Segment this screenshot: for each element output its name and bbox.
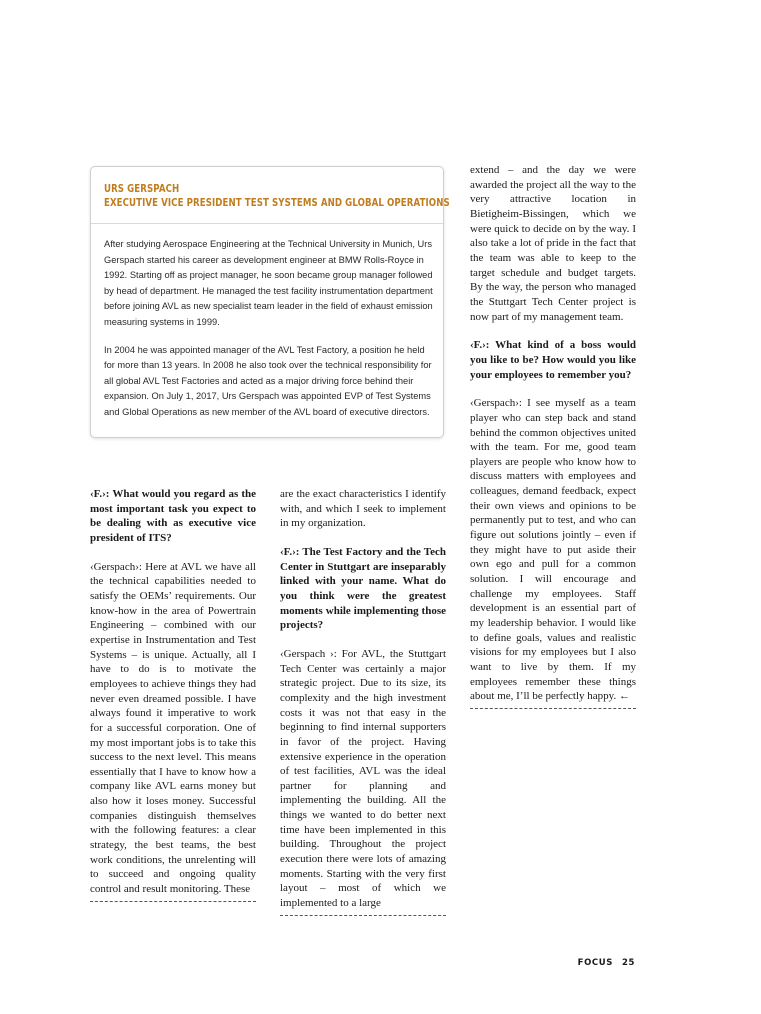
article-end-rule — [470, 708, 636, 709]
bio-name: URS GERSPACH — [104, 183, 180, 195]
bio-divider — [91, 223, 443, 224]
interview-answer: are the exact characteristics I identify with, and which I seek to implement in my organization. — [280, 488, 446, 530]
bio-title: EXECUTIVE VICE PRESIDENT TEST SYSTEMS AND GLOBAL OPERATIONS — [104, 197, 450, 209]
interview-question: ‹F.›: What kind of a boss would you like to be? How would you like your employees to remember you? — [470, 339, 636, 381]
text-column-1 — [90, 487, 256, 902]
bio-body — [104, 237, 434, 433]
interview-question: ‹F.›: The Test Factory and the Tech Center in Stuttgart are inseparably linked with your name. What do you think were the greatest moments while implementing those projects? — [280, 545, 446, 632]
bio-paragraph: After studying Aerospace Engineering at the Technical University in Munich, Urs Gerspach started his career as development engineer at BMW Rolls-Royce in 1992. Starting off as project manager, he soon became group manager followed by head of department. He managed the test facility instrumentation department before joining AVL as new specialist team leader in the field of exhaust emission measuring systems in 1999. — [104, 239, 433, 327]
column-end-rule — [280, 915, 446, 916]
section-label: FOCUS — [577, 958, 613, 968]
page-number: 25 — [621, 958, 635, 968]
interview-question: ‹F.›: What would you regard as the most important task you expect to be dealing with as executive vice president of ITS? — [90, 488, 256, 544]
text-column-2 — [280, 487, 446, 916]
interview-answer: ‹Gerspach›: I see myself as a team player who can step back and stand behind the common objectives united with the team. For me, good team players are people who know how to discuss matters with employees and colleagues, demand feedback, expect their own views and opinions to be permanently put to test, and who can figure out solutions jointly – even if they might have to put aside their own ego and pull for a common solution. I will encourage and challenge my employees. Staff development is an essential part of my leadership behavior. I would like to define goals, values and realistic visions for my employees but I also want to live by them. If my employees remember these things about me, I’ll be perfectly happy. ← — [470, 397, 636, 703]
interview-answer: ‹Gerspach ›: For AVL, the Stuttgart Tech Center was certainly a major strategic project. Due to its size, its complexity and the high investment costs it was not that easy in the beginning to find internal supporters in favor of the project. Having extensive experience in the operation of test facilities, AVL was the ideal partner for planning and implementing the building. All the things we wanted to do better next time have been implemented in this building. Throughout the project execution there were lots of amazing moments. Starting with the very first layout – most of which we implemented to a large — [280, 647, 446, 910]
text-column-3 — [470, 163, 636, 709]
column-end-rule — [90, 901, 256, 902]
bio-paragraph: In 2004 he was appointed manager of the AVL Test Factory, a position he held for more than 13 years. In 2008 he also took over the technical responsibility for all global AVL Test Factories and acted as a major driving force behind their expansion. On July 1, 2017, Urs Gerspach was appointed EVP of Test Systems and Global Operations as new member of the AVL board of executive directors. — [104, 344, 432, 417]
page-footer — [578, 958, 635, 968]
interview-answer: extend – and the day we were awarded the project all the way to the very attractive location in Bietigheim-Bissingen, which we were quick to decide on by the way. I also take a lot of pride in the fact that the team was able to keep to the target schedule and budget targets. By the way, the person who managed the Stuttgart Tech Center project is now part of my management team. — [470, 164, 636, 323]
bio-box — [90, 166, 450, 438]
interview-answer: ‹Gerspach›: Here at AVL we have all the technical capabilities needed to satisfy the OEMs’ requirements. Our know-how in the area of Powertrain Engineering – combined with our expertise in Instrumentation and Test Systems – is unique. Actually, all I have to do is to motivate the employees to achieve things they had never even dreamed possible. I have always found it imperative to work for a successful corporation. One of my most important jobs is to take this success to the next level. This means essentially that I have to know how a company like AVL earns money but also how it loses money. Successful companies distinguish themselves with the following features: a clear strategy, the best teams, the best work conditions, the unrelenting will to succeed and ongoing quality control and result monitoring. These — [90, 560, 256, 896]
bio-header — [104, 182, 450, 210]
